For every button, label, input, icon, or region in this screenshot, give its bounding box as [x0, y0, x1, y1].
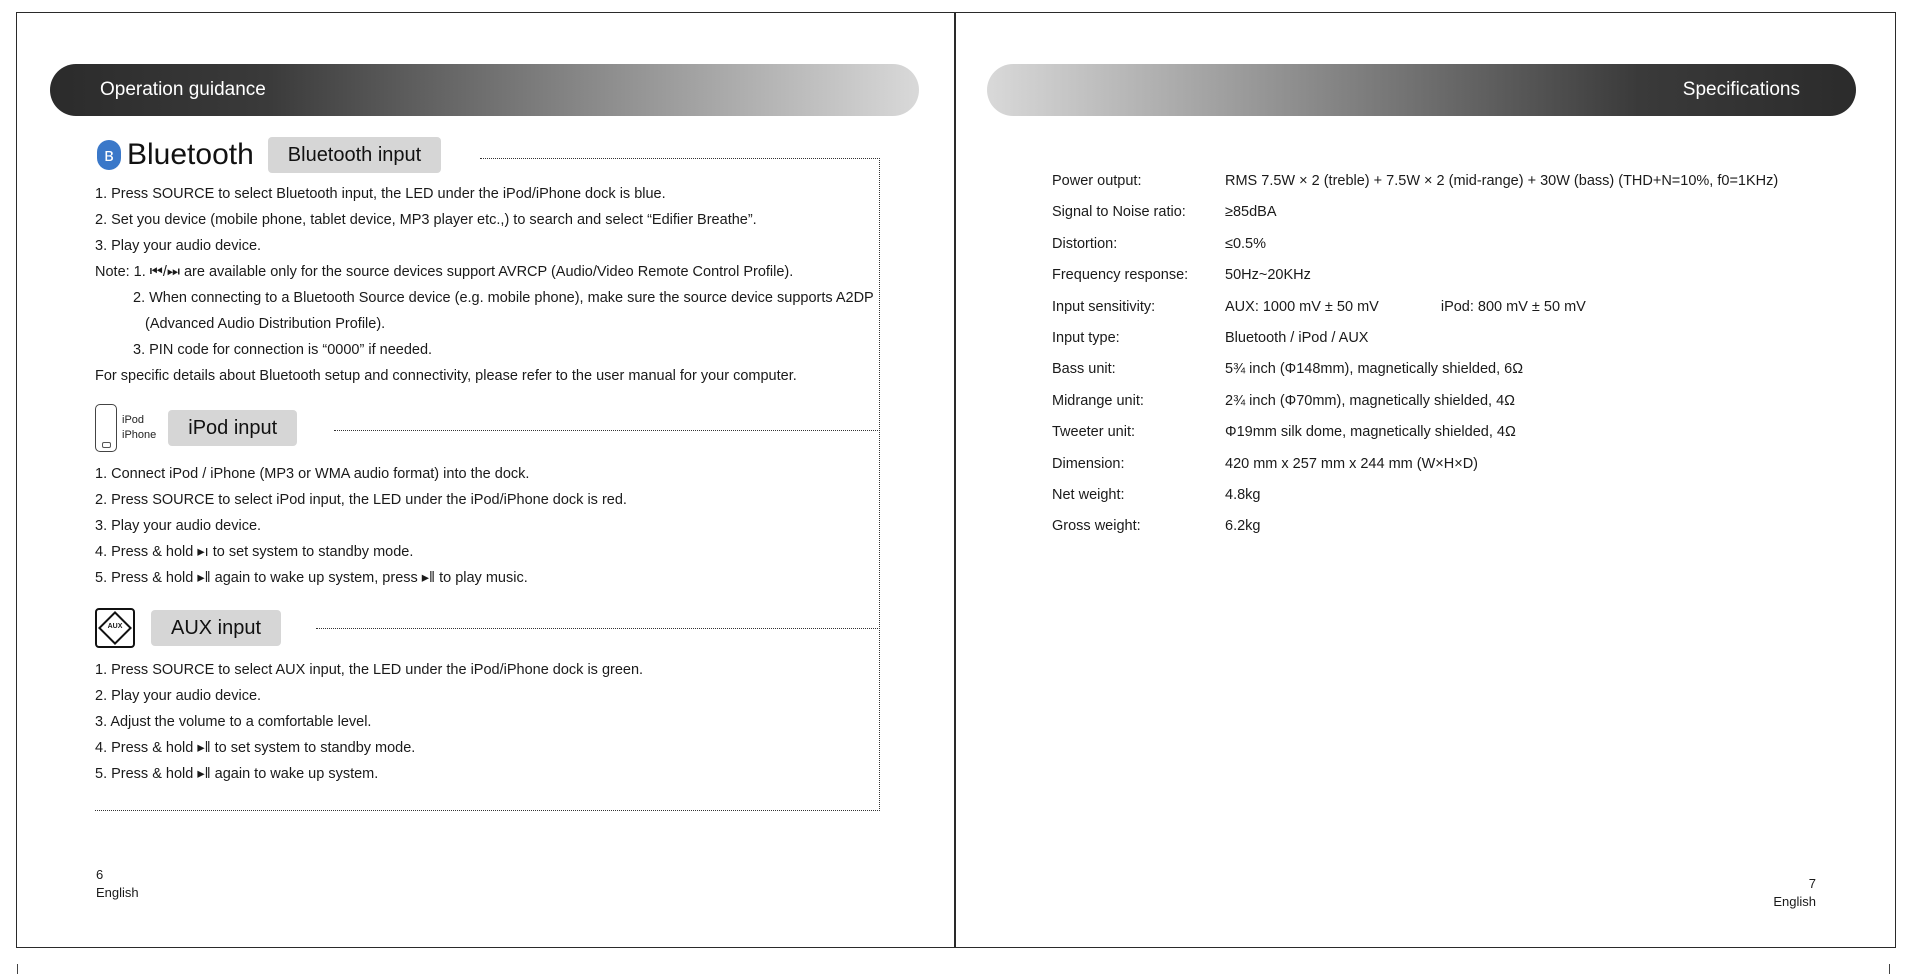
- right-page-footer: [1773, 875, 1816, 911]
- spec-value: ≥85dBA: [1225, 204, 1277, 221]
- bluetooth-step-3: 3. Play your audio device.: [95, 238, 262, 254]
- ipod-icon-label: iPod: [122, 414, 145, 426]
- bluetooth-note-2-cont: (Advanced Audio Distribution Profile).: [145, 316, 386, 332]
- spec-label: Signal to Noise ratio:: [1052, 204, 1186, 221]
- aux-step-1: 1. Press SOURCE to select AUX input, the LED under the iPod/iPhone dock is green.: [95, 662, 644, 678]
- spec-value-ipod: iPod: 800 mV ± 50 mV: [1440, 298, 1586, 315]
- spec-value: 420 mm x 257 mm x 244 mm (W×H×D): [1225, 455, 1478, 472]
- spec-row: [1052, 386, 1778, 417]
- spec-value: 50Hz~20KHz: [1225, 267, 1311, 284]
- aux-instructions: [95, 657, 643, 787]
- spec-row: [1052, 197, 1778, 228]
- specifications-banner: Specifications: [987, 64, 1856, 116]
- spec-value: 5¾ inch (Φ148mm), magnetically shielded, 6Ω: [1225, 361, 1524, 378]
- spec-label: Distortion:: [1052, 235, 1118, 252]
- spec-row: [1052, 323, 1778, 354]
- spec-row: [1052, 166, 1778, 197]
- language-right: English: [1773, 894, 1816, 909]
- ipod-instructions: [95, 461, 627, 591]
- phone-icon: [95, 404, 117, 452]
- spec-label: Input sensitivity:: [1052, 298, 1156, 315]
- aux-input-heading: AUX input: [151, 610, 281, 646]
- spec-value: 4.8kg: [1225, 486, 1261, 503]
- bluetooth-details: For specific details about Bluetooth setup and connectivity, please refer to the user manual for your computer.: [95, 368, 797, 384]
- aux-step-3: 3. Adjust the volume to a comfortable level.: [95, 714, 372, 730]
- spec-value: Φ19mm silk dome, magnetically shielded, 4Ω: [1225, 424, 1516, 441]
- spec-value: RMS 7.5W × 2 (treble) + 7.5W × 2 (mid-range) + 30W (bass) (THD+N=10%, f0=1KHz): [1225, 173, 1779, 189]
- spec-row: [1052, 480, 1778, 511]
- ipod-iphone-icon: [95, 404, 156, 452]
- page-number-right: 7: [1808, 876, 1816, 891]
- spec-row: [1052, 511, 1778, 542]
- spec-value: 2¾ inch (Φ70mm), magnetically shielded, 4Ω: [1225, 392, 1515, 409]
- language-left: English: [96, 885, 139, 900]
- bluetooth-note-3: 3. PIN code for connection is “0000” if needed.: [133, 342, 433, 358]
- bluetooth-logo: [97, 138, 254, 172]
- spec-row: [1052, 260, 1778, 291]
- spec-label: Gross weight:: [1052, 518, 1141, 535]
- bluetooth-note-2: 2. When connecting to a Bluetooth Source device (e.g. mobile phone), make sure the source device supports A2DP: [133, 290, 874, 306]
- bluetooth-section-header: [97, 137, 441, 173]
- bluetooth-instructions: [95, 181, 874, 389]
- ipod-input-heading: iPod input: [168, 410, 297, 446]
- trim-mark-left: [17, 964, 18, 974]
- bluetooth-logo-text: Bluetooth: [127, 138, 254, 171]
- left-page-footer: [96, 866, 139, 902]
- page-divider: [954, 12, 956, 948]
- ipod-step-5: 5. Press & hold ▸‖ again to wake up system, press ▸‖ to play music.: [95, 570, 528, 586]
- bluetooth-step-1: 1. Press SOURCE to select Bluetooth input, the LED under the iPod/iPhone dock is blue.: [95, 186, 666, 202]
- ipod-step-3: 3. Play your audio device.: [95, 518, 262, 534]
- iphone-icon-label: iPhone: [122, 429, 157, 441]
- ipod-step-2: 2. Press SOURCE to select iPod input, the LED under the iPod/iPhone dock is red.: [95, 492, 627, 508]
- spec-value: AUX: 1000 mV ± 50 mV: [1225, 298, 1379, 315]
- spec-row: [1052, 449, 1778, 480]
- spec-label: Midrange unit:: [1052, 392, 1144, 409]
- ipod-step-4: 4. Press & hold ▸ı to set system to standby mode.: [95, 544, 414, 560]
- bluetooth-icon: ʙ: [97, 140, 121, 170]
- spec-row: [1052, 292, 1778, 323]
- spec-value: 6.2kg: [1225, 518, 1261, 535]
- specifications-table: [1052, 166, 1778, 543]
- aux-section-bottom-line: [95, 790, 880, 811]
- ipod-step-1: 1. Connect iPod / iPhone (MP3 or WMA audio format) into the dock.: [95, 466, 530, 482]
- bluetooth-input-heading: Bluetooth input: [268, 137, 441, 173]
- bluetooth-step-2: 2. Set you device (mobile phone, tablet device, MP3 player etc.,) to search and select “Edifier Breathe”.: [95, 212, 757, 228]
- spec-label: Dimension:: [1052, 455, 1125, 472]
- aux-step-5: 5. Press & hold ▸‖ again to wake up system.: [95, 766, 379, 782]
- aux-section-header: [95, 608, 281, 648]
- ipod-section-header: [95, 404, 297, 452]
- spec-label: Power output:: [1052, 173, 1142, 189]
- aux-step-2: 2. Play your audio device.: [95, 688, 262, 704]
- trim-mark-right: [1889, 964, 1890, 974]
- spec-row: [1052, 229, 1778, 260]
- page-number-left: 6: [96, 867, 104, 882]
- aux-step-4: 4. Press & hold ▸‖ to set system to standby mode.: [95, 740, 416, 756]
- spec-label: Net weight:: [1052, 486, 1125, 503]
- spec-label: Tweeter unit:: [1052, 424, 1136, 441]
- aux-icon: AUX: [95, 608, 135, 648]
- spec-row: [1052, 354, 1778, 385]
- operation-guidance-banner: Operation guidance: [50, 64, 919, 116]
- bluetooth-note-1: Note: 1. ⏮/⏭ are available only for the source devices support AVRCP (Audio/Video Remote Control Profile).: [95, 264, 794, 280]
- spec-row: [1052, 417, 1778, 448]
- spec-label: Bass unit:: [1052, 361, 1116, 378]
- spec-label: Frequency response:: [1052, 267, 1189, 284]
- spec-value: Bluetooth / iPod / AUX: [1225, 329, 1369, 346]
- spec-label: Input type:: [1052, 329, 1120, 346]
- spec-value: ≤0.5%: [1225, 235, 1267, 252]
